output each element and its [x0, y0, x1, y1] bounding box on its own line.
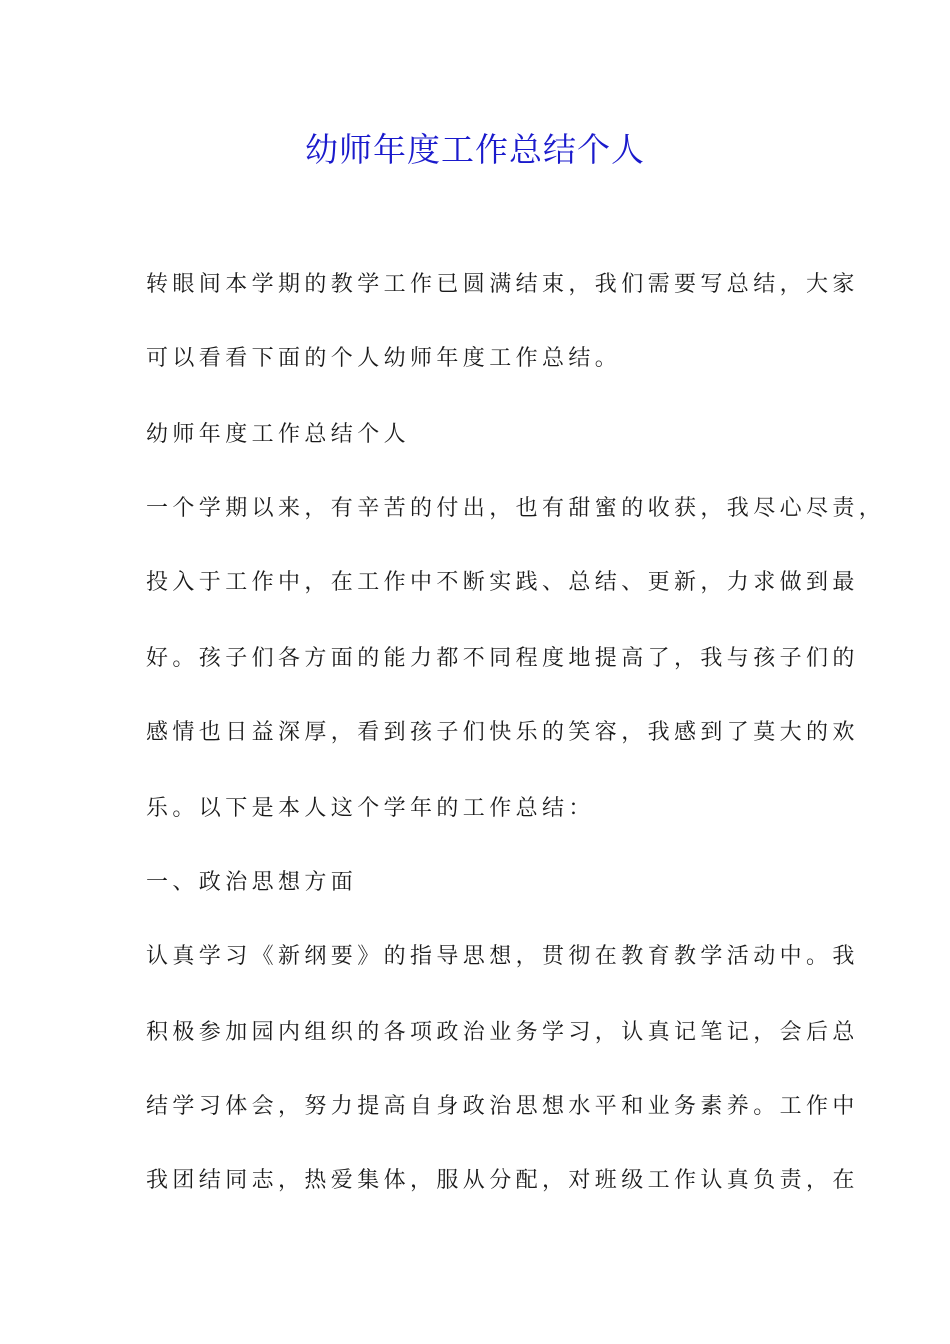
body-line: 积极参加园内组织的各项政治业务学习，认真记笔记，会后总 [146, 1020, 859, 1045]
body-line: 一个学期以来，有辛苦的付出，也有甜蜜的收获，我尽心尽责， [146, 496, 886, 521]
body-line: 乐。以下是本人这个学年的工作总结： [146, 796, 595, 821]
body-line: 结学习体会，努力提高自身政治思想水平和业务素养。工作中 [146, 1094, 859, 1119]
body-line: 好。孩子们各方面的能力都不同程度地提高了，我与孩子们的 [146, 646, 859, 671]
body-line: 可以看看下面的个人幼师年度工作总结。 [146, 346, 622, 371]
body-line: 转眼间本学期的教学工作已圆满结束，我们需要写总结，大家 [146, 272, 859, 297]
body-line: 我团结同志，热爱集体，服从分配，对班级工作认真负责，在 [146, 1168, 859, 1193]
body-line: 投入于工作中，在工作中不断实践、总结、更新，力求做到最 [146, 570, 859, 595]
section-heading: 一、政治思想方面 [146, 870, 358, 895]
body-line: 认真学习《新纲要》的指导思想，贯彻在教育教学活动中。我 [146, 944, 859, 969]
section-heading: 幼师年度工作总结个人 [146, 422, 411, 447]
body-line: 感情也日益深厚，看到孩子们快乐的笑容，我感到了莫大的欢 [146, 720, 859, 745]
document-title: 幼师年度工作总结个人 [305, 130, 645, 169]
